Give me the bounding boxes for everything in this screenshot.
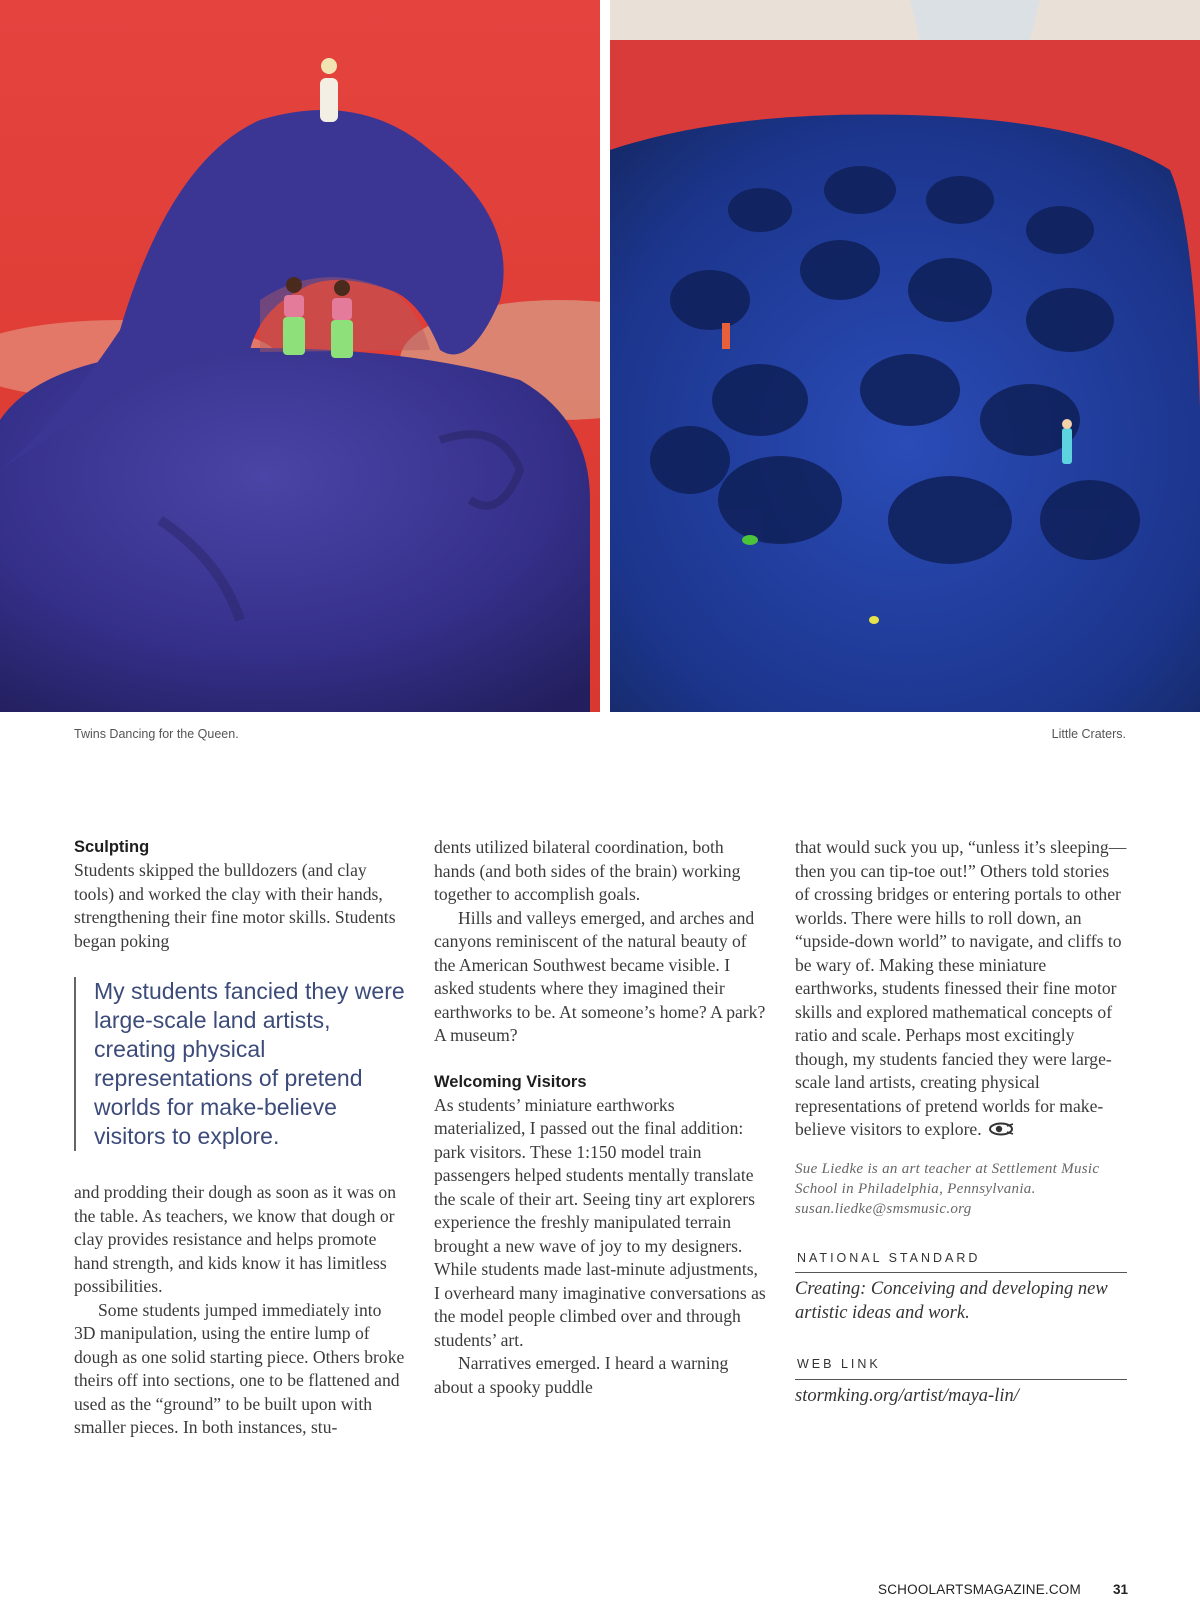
national-standard-text: Creating: Conceiving and developing new artistic ideas and work.: [795, 1279, 1108, 1324]
article-column-1: [74, 836, 406, 1440]
article-column-2: [434, 836, 766, 1399]
pull-quote: My students fancied they were large-scale land artists, creating physical representations of pretend worlds for make-believe visitors to explore.: [74, 977, 406, 1151]
body-paragraph: Hills and valleys emerged, and arches and canyons reminiscent of the natural beauty of the American Southwest became visible. I asked students where they imagined their earthworks to be. At someone’s home? A park? A museum?: [434, 907, 766, 1045]
body-paragraph-final: [795, 836, 1127, 1143]
page-footer: [878, 1582, 1128, 1597]
tiny-figure-blue: [1062, 428, 1072, 464]
national-standard-label: NATIONAL STANDARD: [795, 1247, 1127, 1274]
body-paragraph: and prodding their dough as soon as it was on the table. As teachers, we know that dough or clay provides resistance and helps promote hand strength, and kids know it has limitless possibilities.: [74, 1182, 397, 1296]
body-paragraph: Some students jumped immediately into 3D manipulation, using the entire lump of dough as one solid starting piece. Others broke theirs off into sections, one to be flattened and used as the “ground” to be built upon with smaller pieces. In both instances, stu-: [74, 1299, 405, 1437]
web-link-label: WEB LINK: [795, 1353, 1127, 1380]
eye-logo-icon: [988, 1119, 1014, 1143]
article-column-3: [795, 836, 1127, 1408]
queen-figurine: [320, 58, 338, 122]
author-bio: Sue Liedke is an art teacher at Settlement Music School in Philadelphia, Pennsylvania. susan.liedke@smsmusic.org: [795, 1160, 1100, 1217]
page-number: 31: [1112, 1582, 1128, 1597]
magazine-site[interactable]: SCHOOLARTSMAGAZINE.COM: [878, 1582, 1081, 1597]
web-link-url[interactable]: stormking.org/artist/maya-lin/: [795, 1385, 1019, 1406]
body-paragraph: As students’ miniature earthworks materialized, I passed out the final addition: park visitors. These 1:150 model train passengers helped students mentally translate the scale of their art. Seeing tiny art explorers experience the freshly manipulated terrain brought a new wave of joy to my designers. While students made last-minute adjustments, I overheard many imaginative conversations as the model people climbed over and through students’ art.: [434, 1094, 766, 1350]
section-heading-sculpting: Sculpting: [74, 838, 150, 856]
body-paragraph-text: that would suck you up, “unless it’s sleeping—then you can tip-toe out!” Others told stories of crossing bridges or entering portals to other worlds. There were hills to roll down, an “upside-down world” to navigate, and cliffs to be wary of. Making these miniature earthworks, students finessed their fine motor skills and explored mathematical concepts of ratio and scale. Perhaps most excitingly though, my students fancied they were large-scale land artists, creating physical representations of pretend worlds for make-believe visitors to explore.: [795, 837, 1127, 1139]
photo-caption-left: Twins Dancing for the Queen.: [74, 727, 239, 741]
section-heading-welcoming-visitors: Welcoming Visitors: [434, 1072, 587, 1091]
photo-twins-dancing: [0, 0, 600, 712]
clay-arch-illustration: [0, 0, 600, 712]
body-paragraph: Students skipped the bulldozers (and clay tools) and worked the clay with their hands, strengthening their fine motor skills. Students began poking: [74, 860, 396, 951]
tiny-figure-red: [722, 323, 730, 349]
photo-caption-right: Little Craters.: [1051, 727, 1126, 741]
clay-craters-illustration: [610, 0, 1200, 712]
body-paragraph: Narratives emerged. I heard a warning about a spooky puddle: [434, 1353, 729, 1397]
body-paragraph: dents utilized bilateral coordination, both hands (and both sides of the brain) working together to accomplish goals.: [434, 837, 741, 904]
photo-little-craters: [610, 0, 1200, 712]
